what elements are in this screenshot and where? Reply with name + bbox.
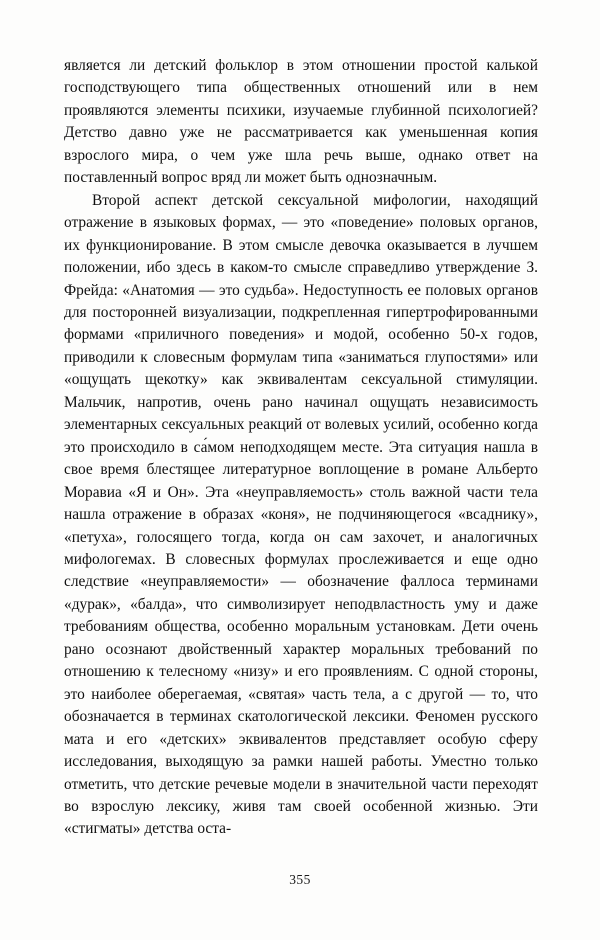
page-number: 355 <box>289 872 311 887</box>
paragraph-1: является ли детский фольклор в этом отношении простой калькой господствующего типа общественных отношений или в нем проявляются элементы психики, изучаемые глубинной психологией? Детство давно уже не рассматривается как уменьшенная копия взрослого мира, о чем уже шла речь выше, однако ответ на поставленный вопрос вряд ли может быть однозначным. <box>64 57 538 187</box>
body-text-column <box>64 55 538 841</box>
paragraph-2: Второй аспект детской сексуальной мифологии, находящий отражение в языковых формах, — это «поведение» половых органов, их функционирование. В этом смысле девочка оказывается в лучшем положении, ибо здесь в каком-то смысле справедливо утверждение З. Фрейда: «Анатомия — это судьба». Недоступность ее половых органов для посторонней визуализации, подкрепленная гипертрофированными формами «приличного поведения» и модой, особенно 50-х годов, приводили к словесным формулам типа «заниматься глупостями» или «ощущать щекотку» как эквивалентам сексуальной стимуляции. Мальчик, напротив, очень рано начинал ощущать независимость элементарных сексуальных реакций от волевых усилий, особенно когда это происходило в са́мом неподходящем месте. Эта ситуация нашла в свое время блестящее литературное воплощение в романе Альберто Моравиа «Я и Он». Эта «неуправляемость» столь важной части тела нашла отражение в образах «коня», не подчиняющегося «всаднику», «петуха», голосящего тогда, когда он сам захочет, и аналогичных мифологемах. В словесных формулах прослеживается и еще одно следствие «неуправляемости» — обозначение фаллоса терминами «дурак», «балда», что символизирует неподвластность уму и даже требованиям общества, особенно моральным установкам. Дети очень рано осознают двойственный характер моральных требований по отношению к телесному «низу» и его проявлениям. С одной стороны, это наиболее оберегаемая, «святая» часть тела, а с другой — то, что обозначается в терминах скатологической лексики. Феномен русского мата и его «детских» эквивалентов представляет особую сферу исследования, выходящую за рамки нашей работы. Уместно только отметить, что детские речевые модели в значительной части переходят во взрослую лексику, живя там своей особенной жизнью. Эти «стигматы» детства оста- <box>64 191 538 838</box>
